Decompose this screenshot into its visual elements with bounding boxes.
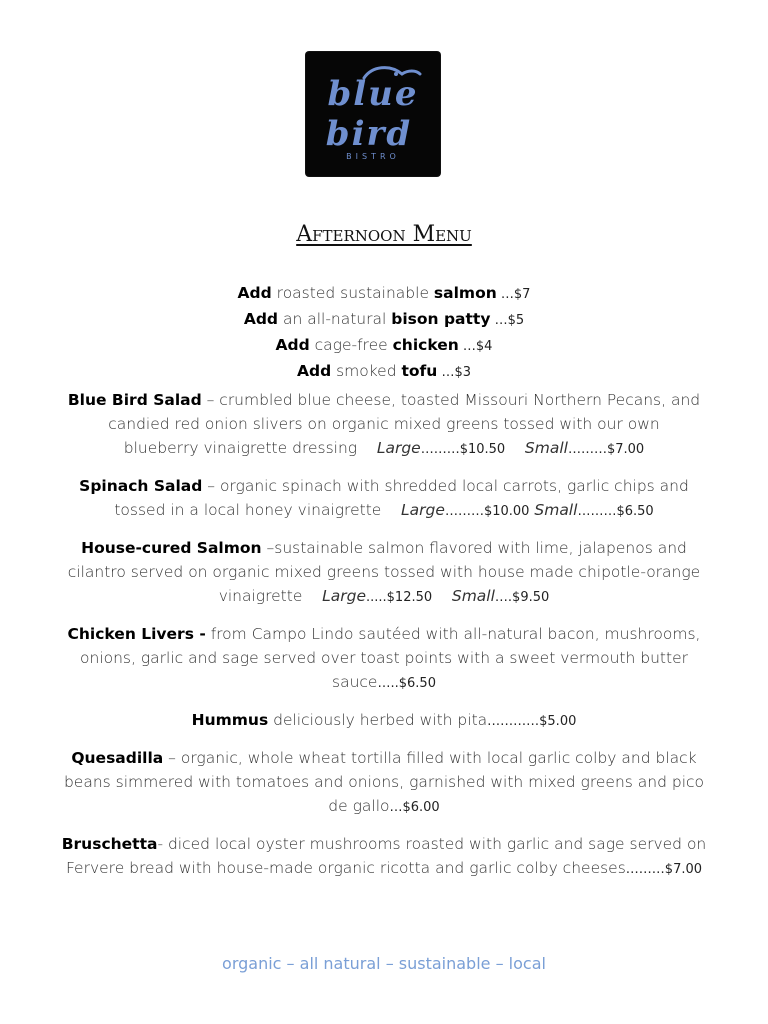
item-description: from Campo Lindo sautéed with all-natural bacon, mushrooms, onions, garlic and sage served over toast points with a sweet vermouth butter sauce <box>80 625 701 691</box>
size-large-price: ………$10.00 <box>444 504 530 519</box>
menu-item-spinach-salad <box>60 474 708 524</box>
item-name: Chicken Livers - <box>67 625 206 643</box>
footer-tagline: organic – all natural – sustainable – local <box>222 954 546 973</box>
item-price: …$6.00 <box>389 800 440 815</box>
item-description: –sustainable salmon flavored with lime, jalapenos and cilantro served on organic mixed greens tossed with house made chipotle-orange vinaigrette <box>67 539 701 605</box>
addon-tofu: Add smoked tofu …$3 <box>296 362 472 380</box>
size-large-label: Large <box>401 501 445 519</box>
menu-item-hummus <box>60 708 708 734</box>
size-small-price: ….$9.50 <box>494 590 550 605</box>
item-description: – organic, whole wheat tortilla filled with local garlic colby and black beans simmered with tomatoes and onions, garnished with mixed greens and pico de gallo <box>63 749 705 815</box>
item-name: House-cured Salmon <box>81 539 262 557</box>
size-large-price: ………$10.50 <box>420 442 506 457</box>
logo-word-bistro: BISTRO <box>346 152 400 161</box>
menu-item-quesadilla <box>60 746 708 820</box>
logo-word-bird: bird <box>325 114 413 154</box>
item-description-2: blueberry vinaigrette dressing <box>123 439 358 457</box>
size-small-price: ………$7.00 <box>567 442 645 457</box>
logo-word-blue: blue <box>327 74 419 114</box>
size-small-label: Small <box>534 501 578 519</box>
menu-item-chicken-livers <box>60 622 708 696</box>
item-price: ………$7.00 <box>625 862 703 877</box>
size-large-label: Large <box>322 587 366 605</box>
item-description: - diced local oyster mushrooms roasted with garlic and sage served on Fervere bread with house-made organic ricotta and garlic colby cheeses <box>65 835 707 877</box>
addon-bison-patty: Add an all-natural bison patty …$5 <box>243 310 525 328</box>
item-description: – organic spinach with shredded local carrots, garlic chips and tossed in a local honey vinaigrette <box>114 477 689 519</box>
item-name: Quesadilla <box>71 749 164 767</box>
page-title: Afternoon Menu <box>296 222 472 247</box>
menu-items <box>60 388 708 894</box>
size-small-price: ………$6.50 <box>577 504 654 519</box>
size-small-label: Small <box>451 587 495 605</box>
addon-salmon: Add roasted sustainable salmon …$7 <box>237 284 531 302</box>
size-large-price: .....$12.50 <box>365 590 433 605</box>
item-description: deliciously herbed with pita <box>268 711 488 729</box>
menu-item-blue-bird-salad <box>60 388 708 462</box>
addons-list <box>0 281 768 385</box>
menu-item-bruschetta <box>60 832 708 882</box>
item-description: – crumbled blue cheese, toasted Missouri Northern Pecans, and candied red onion slivers on organic mixed greens tossed with our own <box>108 391 701 433</box>
addon-chicken: Add cage-free chicken …$4 <box>275 336 493 354</box>
size-small-label: Small <box>524 439 568 457</box>
item-name: Bruschetta <box>61 835 158 853</box>
item-name: Hummus <box>191 711 269 729</box>
item-name: Blue Bird Salad <box>67 391 202 409</box>
size-large-label: Large <box>376 439 421 457</box>
item-name: Spinach Salad <box>79 477 203 495</box>
menu-item-house-cured-salmon <box>60 536 708 610</box>
blue-bird-bistro-logo <box>306 52 440 176</box>
item-price: …………$5.00 <box>487 714 577 729</box>
item-price: …..$6.50 <box>377 676 436 691</box>
